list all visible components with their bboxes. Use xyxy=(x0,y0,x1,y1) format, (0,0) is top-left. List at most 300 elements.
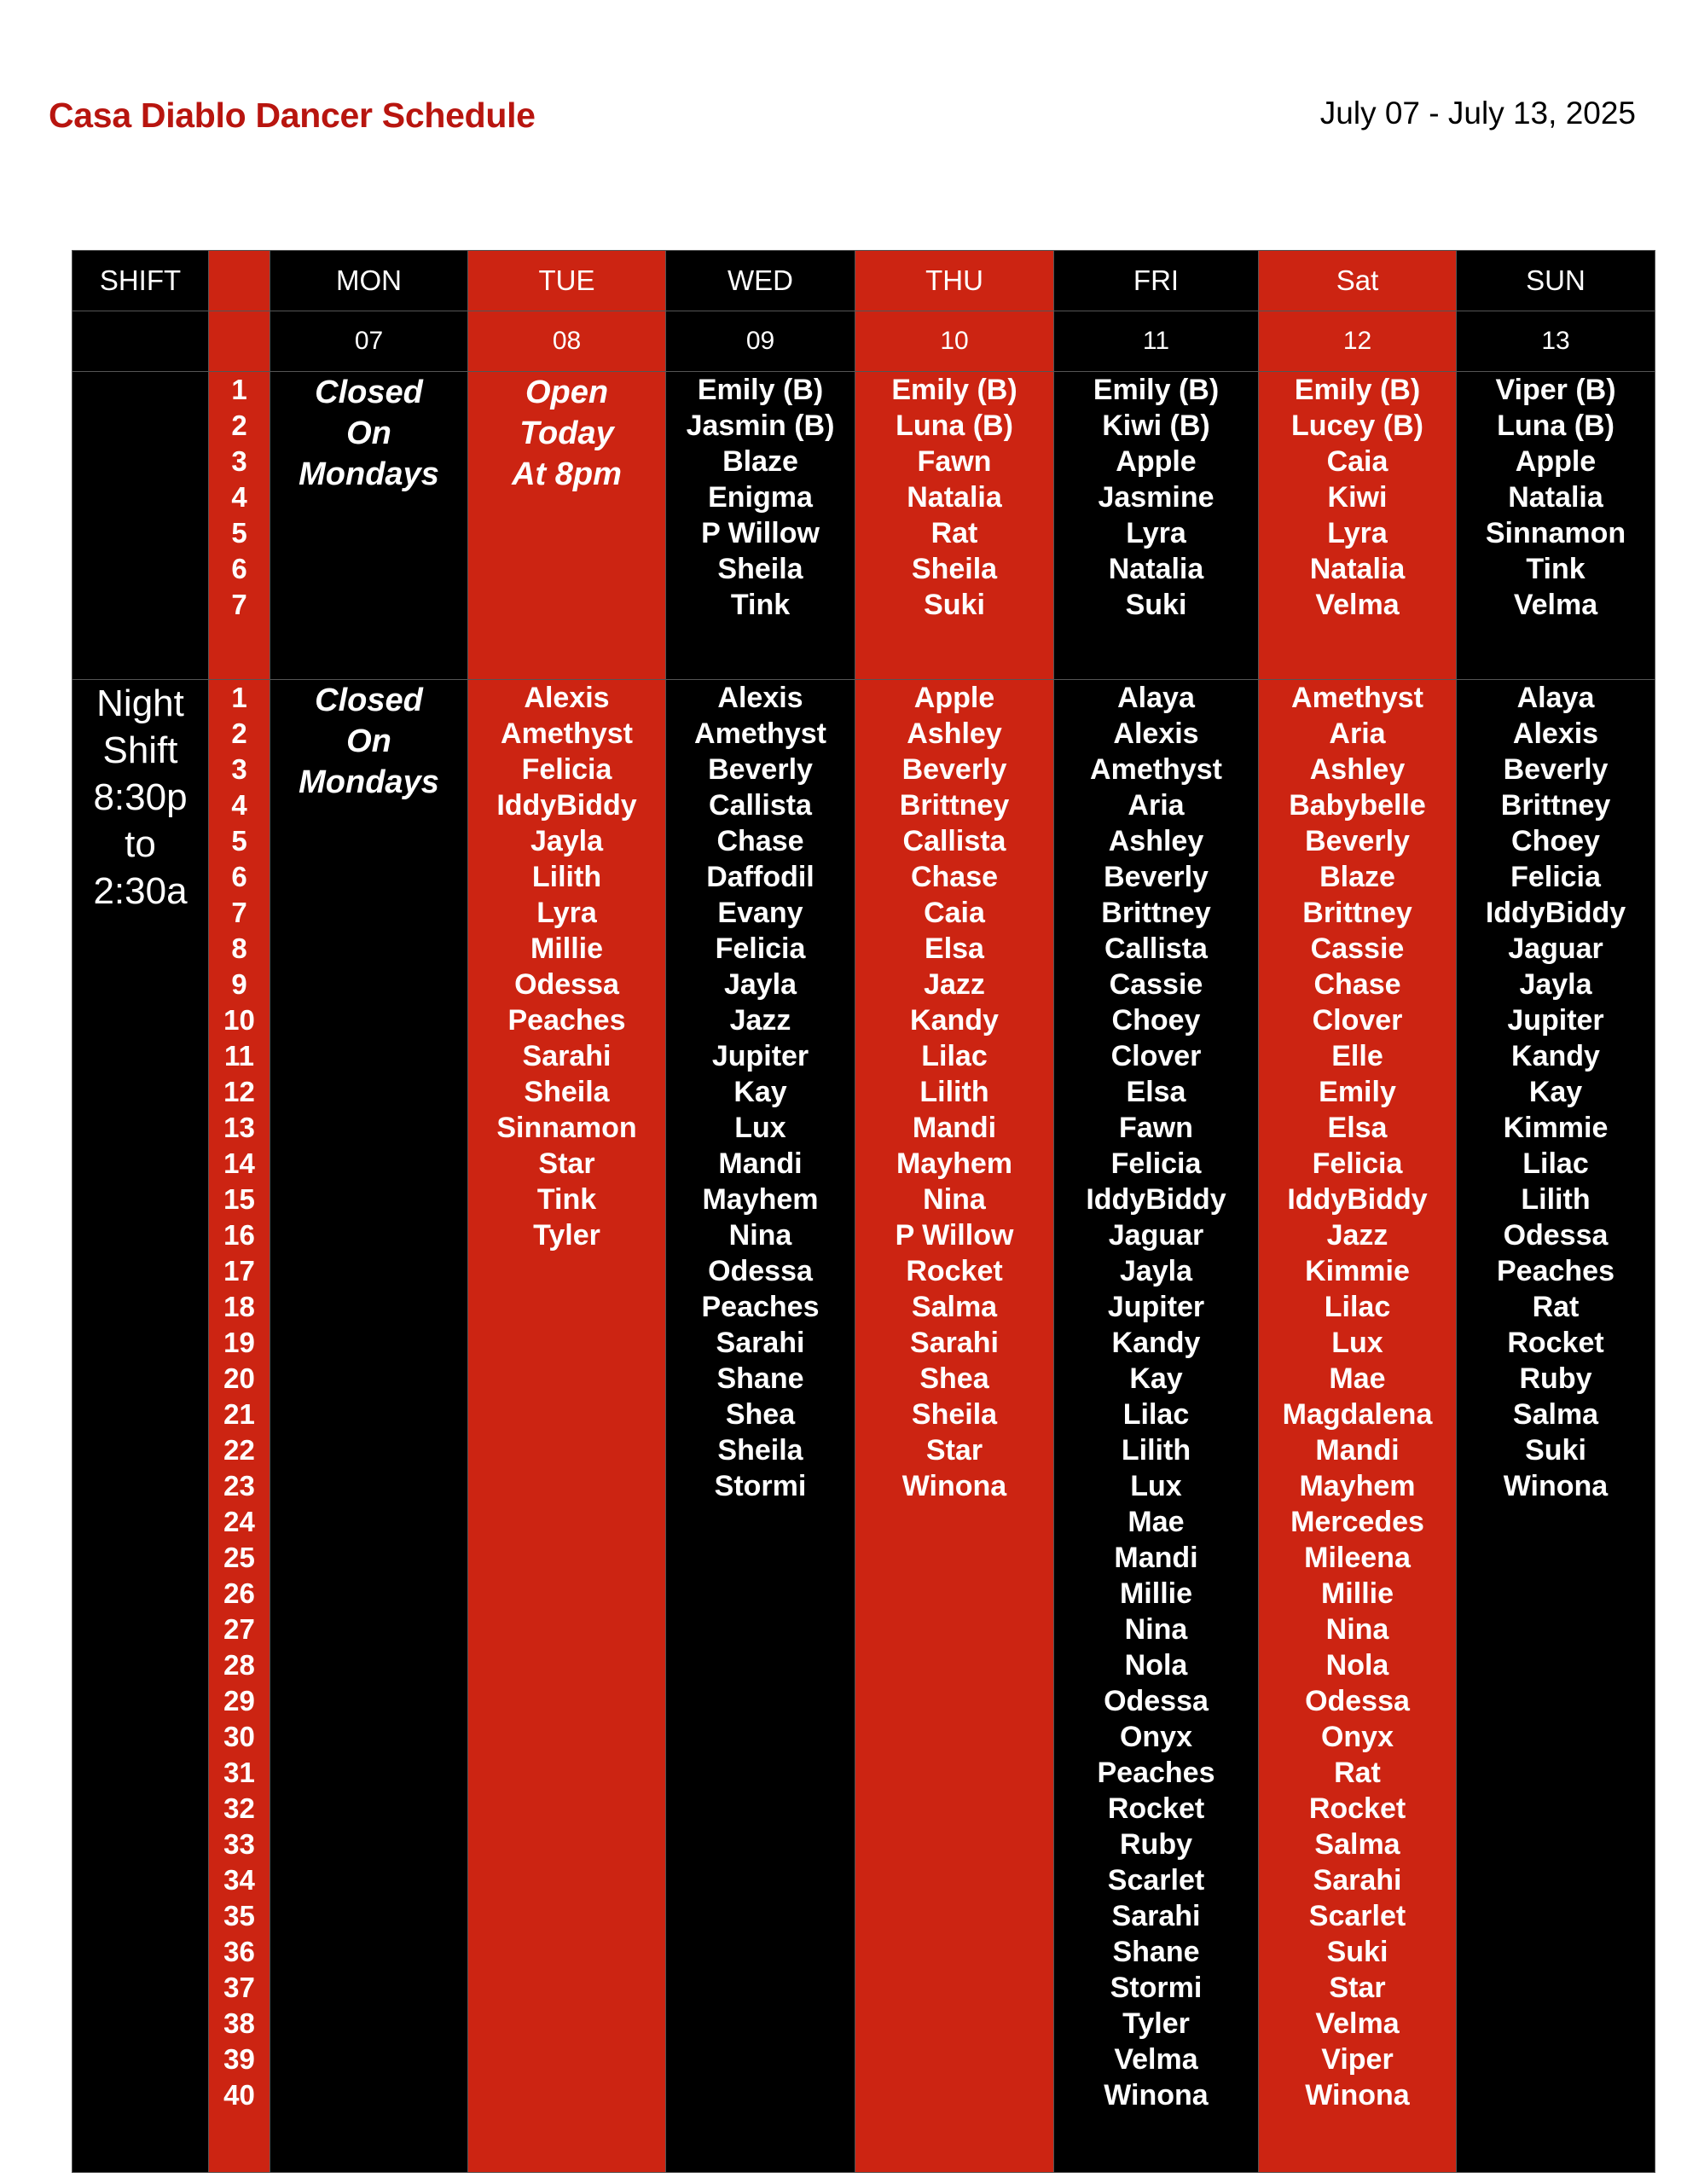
list-item: Open xyxy=(525,375,609,410)
list-item: 3 xyxy=(231,753,247,785)
night-shift-numbers xyxy=(209,680,270,2173)
list-item: Jaguar xyxy=(1108,1219,1204,1252)
list-item: Onyx xyxy=(1119,1721,1193,1753)
list-item: Mandi xyxy=(912,1112,997,1144)
list-item: Alexis xyxy=(524,682,610,714)
list-item: Lilac xyxy=(921,1040,988,1072)
list-item: Jupiter xyxy=(711,1040,809,1072)
list-item: Ruby xyxy=(1120,1828,1192,1861)
list-item: Ashley xyxy=(1309,753,1406,786)
list-item: Sarahi xyxy=(522,1040,612,1072)
date-wed: 09 xyxy=(666,311,855,372)
list-item: Aria xyxy=(1329,717,1386,750)
list-item: Mondays xyxy=(299,764,439,800)
list-item: Felicia xyxy=(521,753,612,786)
list-item: 1 xyxy=(231,374,247,405)
list-item: Elsa xyxy=(1126,1076,1186,1108)
list-item: Velma xyxy=(1114,2043,1198,2076)
list-item: Night xyxy=(96,682,184,724)
list-item: Kay xyxy=(733,1076,787,1108)
list-item: Mondays xyxy=(299,456,439,492)
list-item: Shane xyxy=(716,1362,804,1395)
night-shift-fri-list xyxy=(1054,680,1259,2173)
list-item: Lilac xyxy=(1324,1291,1391,1323)
list-item: Tink xyxy=(730,589,791,621)
list-item: Winona xyxy=(1104,2079,1209,2111)
list-item: Lyra xyxy=(1126,517,1186,549)
list-item: Aria xyxy=(1128,789,1185,822)
list-item: 2:30a xyxy=(93,870,188,912)
date-mon: 07 xyxy=(270,311,468,372)
night-shift-sun-list xyxy=(1457,680,1655,2173)
list-item: IddyBiddy xyxy=(1287,1183,1428,1216)
list-item: Velma xyxy=(1315,589,1400,621)
list-item: Elle xyxy=(1331,1040,1383,1072)
list-item: Alaya xyxy=(1516,682,1595,714)
list-item: Rat xyxy=(1334,1757,1381,1789)
list-item: Lux xyxy=(734,1112,786,1144)
list-item: Millie xyxy=(530,932,604,965)
list-item: Felicia xyxy=(1110,1147,1202,1180)
list-item: On xyxy=(346,723,391,759)
list-item: Sheila xyxy=(717,1434,803,1467)
list-item: Mercedes xyxy=(1290,1506,1424,1538)
list-item: Babybelle xyxy=(1289,789,1426,822)
list-item: Onyx xyxy=(1320,1721,1394,1753)
list-item: Alaya xyxy=(1117,682,1195,714)
list-item: Beverly xyxy=(1305,825,1410,857)
list-item: Shea xyxy=(725,1398,796,1431)
list-item: Ruby xyxy=(1519,1362,1592,1395)
list-item: Chase xyxy=(716,825,804,857)
list-item: Jasmine xyxy=(1098,481,1215,514)
list-item: Felicia xyxy=(1510,861,1601,893)
list-item: Luna (B) xyxy=(896,410,1013,442)
list-item: 35 xyxy=(223,1900,255,1931)
date-row xyxy=(72,311,1655,372)
list-item: Viper (B) xyxy=(1495,374,1616,406)
list-item: Beverly xyxy=(1104,861,1209,893)
list-item: Winona xyxy=(901,1470,1007,1502)
list-item: Choey xyxy=(1511,825,1600,857)
day-shift-sun-list xyxy=(1457,372,1655,680)
list-item: 8:30p xyxy=(93,776,188,818)
list-item: Mayhem xyxy=(702,1183,819,1216)
list-item: Caia xyxy=(1326,445,1388,478)
list-item: 10 xyxy=(223,1004,255,1036)
list-item: Suki xyxy=(924,589,985,621)
list-item: Jayla xyxy=(1119,1255,1193,1287)
list-item: Sarahi xyxy=(716,1327,805,1359)
list-item: Emily (B) xyxy=(1093,374,1220,406)
list-item: 30 xyxy=(223,1721,255,1752)
list-item: 26 xyxy=(223,1577,255,1609)
shift-date-cell xyxy=(72,311,209,372)
list-item: Brittney xyxy=(1500,789,1611,822)
list-item: Rocket xyxy=(906,1255,1003,1287)
list-item: Lux xyxy=(1130,1470,1182,1502)
list-item: Mayhem xyxy=(1299,1470,1416,1502)
shift-header: SHIFT xyxy=(72,251,209,311)
list-item: Luna (B) xyxy=(1497,410,1615,442)
list-item: Peaches xyxy=(1497,1255,1615,1287)
list-item: 1 xyxy=(231,682,247,713)
list-item: Scarlet xyxy=(1308,1900,1406,1932)
night-shift-wed-list xyxy=(666,680,855,2173)
schedule-table xyxy=(72,250,1655,2173)
list-item: Lilith xyxy=(531,861,602,893)
list-item: 16 xyxy=(223,1219,255,1251)
list-item: Sarahi xyxy=(1313,1864,1402,1896)
list-item: Lyra xyxy=(536,897,597,929)
list-item: IddyBiddy xyxy=(1485,897,1626,929)
list-item: 37 xyxy=(223,1972,255,2003)
list-item: 29 xyxy=(223,1685,255,1716)
list-item: Nina xyxy=(728,1219,792,1252)
list-item: Velma xyxy=(1315,2007,1400,2040)
list-item: Sinnamon xyxy=(496,1112,637,1144)
list-item: Alexis xyxy=(1512,717,1599,750)
list-item: Sarahi xyxy=(1111,1900,1201,1932)
list-item: 11 xyxy=(224,1040,254,1072)
date-thu: 10 xyxy=(855,311,1054,372)
list-item: Caia xyxy=(924,897,985,929)
date-sun: 13 xyxy=(1457,311,1655,372)
list-item: Odessa xyxy=(1104,1685,1209,1717)
list-item: 14 xyxy=(223,1147,255,1179)
list-item: Jaguar xyxy=(1508,932,1603,965)
list-item: Amethyst xyxy=(501,717,633,750)
list-item: Jasmin (B) xyxy=(686,410,835,442)
list-item: Elsa xyxy=(925,932,984,965)
day-shift-tue-open-note xyxy=(468,372,666,680)
list-item: Tyler xyxy=(1122,2007,1190,2040)
list-item: 6 xyxy=(231,861,247,892)
list-item: Enigma xyxy=(708,481,813,514)
list-item: Callista xyxy=(709,789,812,822)
day-header-fri: FRI xyxy=(1054,251,1259,311)
list-item: 27 xyxy=(223,1613,255,1645)
list-item: 13 xyxy=(223,1112,255,1143)
list-item: 12 xyxy=(223,1076,255,1107)
list-item: Natalia xyxy=(907,481,1002,514)
list-item: Mandi xyxy=(1114,1542,1198,1574)
list-item: Brittney xyxy=(899,789,1010,822)
list-item: Rocket xyxy=(1308,1792,1406,1825)
list-item: Odessa xyxy=(1503,1219,1609,1252)
list-item: 17 xyxy=(223,1255,255,1287)
list-item: Natalia xyxy=(1508,481,1603,514)
list-item: Winona xyxy=(1503,1470,1609,1502)
list-item: Closed xyxy=(315,375,423,410)
day-header-mon: MON xyxy=(270,251,468,311)
list-item: Amethyst xyxy=(1090,753,1222,786)
list-item: Jayla xyxy=(530,825,604,857)
list-item: Jayla xyxy=(723,968,797,1001)
list-item: Millie xyxy=(1119,1577,1193,1610)
night-shift-mon-closed-note xyxy=(270,680,468,2173)
list-item: Apple xyxy=(1515,445,1597,478)
list-item: Nina xyxy=(1325,1613,1389,1646)
list-item: Alexis xyxy=(1113,717,1199,750)
day-header-tue: TUE xyxy=(468,251,666,311)
list-item: Chase xyxy=(1313,968,1401,1001)
list-item: 8 xyxy=(231,932,247,964)
list-item: Viper xyxy=(1321,2043,1394,2076)
list-item: Shea xyxy=(919,1362,989,1395)
list-item: Suki xyxy=(1326,1936,1388,1968)
list-item: Sheila xyxy=(717,553,803,585)
header-row xyxy=(72,251,1655,311)
list-item: Apple xyxy=(913,682,995,714)
day-shift-wed-list xyxy=(666,372,855,680)
night-shift-label xyxy=(72,680,209,2173)
list-item: Velma xyxy=(1513,589,1598,621)
list-item: Sheila xyxy=(524,1076,610,1108)
list-item: Choey xyxy=(1111,1004,1201,1037)
list-item: 28 xyxy=(223,1649,255,1681)
list-item: Nina xyxy=(1124,1613,1188,1646)
list-item: Lilith xyxy=(1121,1434,1191,1467)
list-item: On xyxy=(346,415,391,451)
list-item: 21 xyxy=(223,1398,255,1430)
list-item: Emily (B) xyxy=(1294,374,1421,406)
list-item: Jazz xyxy=(924,968,985,1001)
list-item: Closed xyxy=(315,682,423,718)
list-item: 34 xyxy=(223,1864,255,1896)
list-item: Odessa xyxy=(514,968,619,1001)
list-item: Star xyxy=(1329,1972,1386,2004)
list-item: Peaches xyxy=(701,1291,820,1323)
list-item: Stormi xyxy=(714,1470,807,1502)
night-shift-thu-list xyxy=(855,680,1054,2173)
list-item: Tink xyxy=(1526,553,1586,585)
list-item: 4 xyxy=(231,481,247,513)
list-item: Clover xyxy=(1110,1040,1202,1072)
night-shift-sat-list xyxy=(1259,680,1457,2173)
list-item: Salma xyxy=(1512,1398,1599,1431)
date-fri: 11 xyxy=(1054,311,1259,372)
list-item: Chase xyxy=(910,861,999,893)
list-item: Lilith xyxy=(1521,1183,1591,1216)
list-item: Emily xyxy=(1319,1076,1396,1108)
list-item: Kimmie xyxy=(1503,1112,1609,1144)
number-date-cell xyxy=(209,311,270,372)
list-item: Suki xyxy=(1525,1434,1586,1467)
list-item: Kiwi xyxy=(1327,481,1388,514)
list-item: Odessa xyxy=(1305,1685,1410,1717)
list-item: Mandi xyxy=(718,1147,803,1180)
list-item: Lilac xyxy=(1522,1147,1589,1180)
list-item: 15 xyxy=(223,1183,255,1215)
list-item: 25 xyxy=(223,1542,255,1573)
list-item: 22 xyxy=(223,1434,255,1466)
list-item: Fawn xyxy=(1119,1112,1193,1144)
list-item: Beverly xyxy=(901,753,1007,786)
list-item: Blaze xyxy=(1319,861,1395,893)
day-header-thu: THU xyxy=(855,251,1054,311)
list-item: 20 xyxy=(223,1362,255,1394)
list-item: 4 xyxy=(231,789,247,821)
list-item: Brittney xyxy=(1101,897,1211,929)
list-item: Amethyst xyxy=(694,717,826,750)
list-item: Sheila xyxy=(911,553,998,585)
list-item: Callista xyxy=(902,825,1006,857)
list-item: 18 xyxy=(223,1291,255,1322)
list-item: Natalia xyxy=(1108,553,1204,585)
list-item: Kandy xyxy=(1511,1040,1600,1072)
night-shift-row xyxy=(72,680,1655,2173)
list-item: Callista xyxy=(1104,932,1208,965)
list-item: Mandi xyxy=(1315,1434,1400,1467)
day-header-sat: Sat xyxy=(1259,251,1457,311)
list-item: 40 xyxy=(223,2079,255,2111)
list-item: Today xyxy=(519,415,614,451)
list-item: P Willow xyxy=(701,517,820,549)
list-item: Peaches xyxy=(507,1004,626,1037)
list-item: Kimmie xyxy=(1305,1255,1410,1287)
list-item: Lux xyxy=(1331,1327,1383,1359)
day-shift-fri-list xyxy=(1054,372,1259,680)
list-item: Jazz xyxy=(1326,1219,1388,1252)
list-item: Apple xyxy=(1116,445,1197,478)
list-item: 24 xyxy=(223,1506,255,1537)
list-item: Magdalena xyxy=(1282,1398,1433,1431)
list-item: Sheila xyxy=(911,1398,998,1431)
list-item: to xyxy=(125,823,156,865)
list-item: Natalia xyxy=(1309,553,1406,585)
list-item: Kandy xyxy=(1111,1327,1201,1359)
list-item: 38 xyxy=(223,2007,255,2039)
date-range: July 07 - July 13, 2025 xyxy=(1319,96,1636,131)
list-item: Star xyxy=(925,1434,983,1467)
list-item: Elsa xyxy=(1327,1112,1388,1144)
list-item: Nola xyxy=(1325,1649,1389,1682)
list-item: P Willow xyxy=(895,1219,1014,1252)
list-item: 6 xyxy=(231,553,247,584)
list-item: 31 xyxy=(223,1757,255,1788)
list-item: Blaze xyxy=(722,445,798,478)
list-item: Mae xyxy=(1128,1506,1185,1538)
list-item: Kiwi (B) xyxy=(1102,410,1210,442)
list-item: Felicia xyxy=(715,932,806,965)
list-item: 9 xyxy=(231,968,247,1000)
list-item: Mayhem xyxy=(896,1147,1013,1180)
day-shift-row xyxy=(72,372,1655,680)
list-item: 33 xyxy=(223,1828,255,1860)
list-item: Rat xyxy=(1532,1291,1580,1323)
list-item: Daffodil xyxy=(706,861,815,893)
list-item: Lyra xyxy=(1327,517,1388,549)
list-item: Rocket xyxy=(1507,1327,1604,1359)
list-item: Emily (B) xyxy=(697,374,824,406)
day-shift-label xyxy=(72,372,209,680)
day-header-sun: SUN xyxy=(1457,251,1655,311)
list-item: Suki xyxy=(1125,589,1187,621)
list-item: Star xyxy=(538,1147,595,1180)
list-item: Stormi xyxy=(1110,1972,1203,2004)
list-item: Jazz xyxy=(729,1004,791,1037)
number-header xyxy=(209,251,270,311)
list-item: Beverly xyxy=(708,753,813,786)
list-item: 39 xyxy=(223,2043,255,2075)
date-sat: 12 xyxy=(1259,311,1457,372)
schedule-title: Casa Diablo Dancer Schedule xyxy=(49,96,536,135)
list-item: Odessa xyxy=(708,1255,813,1287)
list-item: Tink xyxy=(536,1183,597,1216)
list-item: Lilac xyxy=(1122,1398,1190,1431)
list-item: Rat xyxy=(930,517,978,549)
list-item: Ashley xyxy=(907,717,1002,750)
list-item: Peaches xyxy=(1097,1757,1215,1789)
list-item: Emily (B) xyxy=(891,374,1017,406)
list-item: Jupiter xyxy=(1107,1291,1205,1323)
list-item: 7 xyxy=(231,589,247,620)
list-item: 5 xyxy=(231,825,247,857)
list-item: Lucey (B) xyxy=(1291,410,1423,442)
list-item: Salma xyxy=(911,1291,998,1323)
list-item: Sarahi xyxy=(910,1327,999,1359)
list-item: Brittney xyxy=(1302,897,1412,929)
list-item: Fawn xyxy=(917,445,992,478)
list-item: 2 xyxy=(231,410,247,441)
day-shift-sat-list xyxy=(1259,372,1457,680)
list-item: Jayla xyxy=(1519,968,1592,1001)
date-tue: 08 xyxy=(468,311,666,372)
list-item: 5 xyxy=(231,517,247,549)
list-item: Clover xyxy=(1312,1004,1403,1037)
day-header-wed: WED xyxy=(666,251,855,311)
list-item: Evany xyxy=(717,897,803,929)
list-item: Kay xyxy=(1528,1076,1583,1108)
list-item: 3 xyxy=(231,445,247,477)
day-shift-mon-closed-note xyxy=(270,372,468,680)
list-item: Ashley xyxy=(1108,825,1204,857)
list-item: Sinnamon xyxy=(1485,517,1626,549)
list-item: Winona xyxy=(1305,2079,1410,2111)
night-shift-tue-list xyxy=(468,680,666,2173)
list-item: Scarlet xyxy=(1107,1864,1205,1896)
day-shift-thu-list xyxy=(855,372,1054,680)
list-item: IddyBiddy xyxy=(496,789,637,822)
list-item: 23 xyxy=(223,1470,255,1502)
list-item: Shane xyxy=(1112,1936,1200,1968)
list-item: Nina xyxy=(923,1183,986,1216)
list-item: Kay xyxy=(1129,1362,1183,1395)
day-shift-numbers xyxy=(209,372,270,680)
list-item: Mae xyxy=(1329,1362,1386,1395)
list-item: Felicia xyxy=(1312,1147,1403,1180)
list-item: 7 xyxy=(231,897,247,928)
list-item: Millie xyxy=(1320,1577,1394,1610)
list-item: Shift xyxy=(102,729,178,771)
list-item: Nola xyxy=(1124,1649,1188,1682)
list-item: 36 xyxy=(223,1936,255,1967)
list-item: Rocket xyxy=(1107,1792,1205,1825)
list-item: Mileena xyxy=(1304,1542,1411,1574)
list-item: 2 xyxy=(231,717,247,749)
list-item: IddyBiddy xyxy=(1086,1183,1226,1216)
list-item: Lilith xyxy=(919,1076,989,1108)
list-item: 19 xyxy=(223,1327,255,1358)
list-item: Cassie xyxy=(1109,968,1203,1001)
list-item: Beverly xyxy=(1503,753,1609,786)
list-item: Cassie xyxy=(1310,932,1405,965)
list-item: Tyler xyxy=(533,1219,600,1252)
list-item: Salma xyxy=(1314,1828,1400,1861)
list-item: 32 xyxy=(223,1792,255,1824)
list-item: Jupiter xyxy=(1507,1004,1604,1037)
